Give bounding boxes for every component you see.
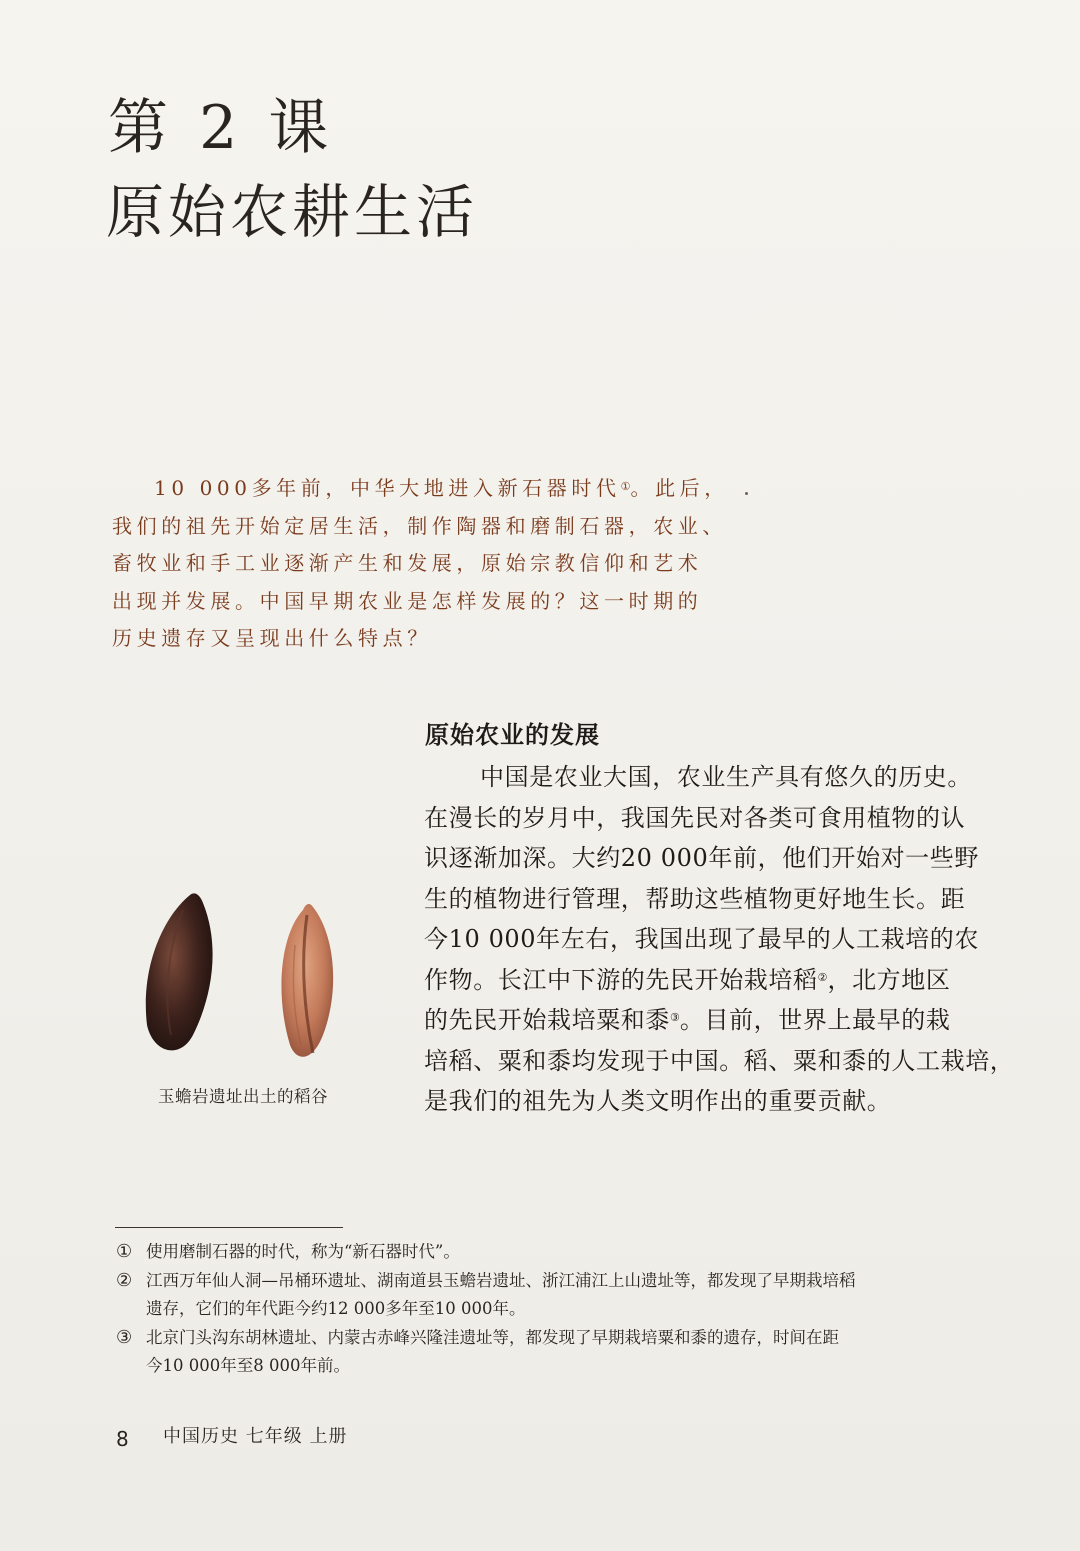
footnote-text: 今10 000年至8 000年前。 (146, 1356, 350, 1375)
intro-line: 畜牧业和手工业逐渐产生和发展，原始宗教信仰和艺术 (112, 551, 703, 575)
page-number: 8 (116, 1427, 129, 1451)
footnote (116, 1238, 1016, 1267)
figure-caption: 玉蟾岩遗址出土的稻谷 (158, 1087, 328, 1106)
body-line: 是我们的祖先为人类文明作出的重要贡献。 (424, 1087, 892, 1115)
footnote (116, 1267, 1016, 1324)
footnote-divider (115, 1227, 343, 1228)
book-title: 中国历史 七年级 上册 (163, 1426, 348, 1447)
section-heading: 原始农业的发展 (425, 721, 600, 749)
paper-speck (745, 492, 748, 495)
footnotes (116, 1238, 1016, 1381)
rice-grain-photo (135, 885, 385, 1065)
body-line: 作物。长江中下游的先民开始栽培稻②，北方地区 (424, 965, 951, 994)
footnote-mark: ② (817, 970, 828, 984)
body-line: 中国是农业大国，农业生产具有悠久的历史。 (480, 763, 972, 791)
body-line: 的先民开始栽培粟和黍③。目前，世界上最早的栽 (424, 1006, 951, 1034)
dark-rice-grain (146, 893, 213, 1050)
intro-line: 出现并发展。中国早期农业是怎样发展的？这一时期的 (112, 588, 703, 613)
light-rice-grain (281, 904, 333, 1057)
footnote-text: 江西万年仙人洞—吊桶环遗址、湖南道县玉蟾岩遗址、浙江浦江上山遗址等，都发现了早期栽培稻 (146, 1270, 856, 1290)
body-line: 今10 000年左右，我国出现了最早的人工栽培的农 (424, 925, 979, 953)
lesson-number: 第 2 课 (108, 93, 335, 163)
body-line: 培稻、粟和黍均发现于中国。稻、粟和黍的人工栽培， (424, 1046, 1015, 1075)
intro-line: 历史遗存又呈现出什么特点？ (112, 626, 432, 650)
footnote-number: ① (116, 1241, 133, 1262)
footnote-text: 北京门头沟东胡林遗址、内蒙古赤峰兴隆洼遗址等，都发现了早期栽培粟和黍的遗存，时间在距 (146, 1327, 839, 1347)
footnote-number: ② (116, 1269, 133, 1291)
body-line: 生的植物进行管理，帮助这些植物更好地生长。距 (424, 884, 966, 913)
footnote-mark: ③ (670, 1011, 680, 1024)
footnote-mark: ① (620, 480, 631, 493)
footnote-number: ③ (116, 1326, 133, 1348)
footnote (116, 1324, 1016, 1381)
body-paragraph (424, 757, 1015, 1122)
body-line: 在漫长的岁月中，我国先民对各类可食用植物的认 (424, 803, 966, 832)
footnote-text: 使用磨制石器的时代，称为“新石器时代”。 (146, 1242, 460, 1261)
intro-line: 我们的祖先开始定居生活，制作陶器和磨制石器，农业、 (112, 513, 727, 538)
intro-line: 10 000多年前，中华大地进入新石器时代①。此后， (154, 476, 729, 500)
footnote-text: 遗存，它们的年代距今约12 000多年至10 000年。 (146, 1299, 526, 1318)
intro-paragraph (112, 470, 729, 658)
lesson-title: 原始农耕生活 (106, 178, 479, 246)
body-line: 识逐渐加深。大约20 000年前，他们开始对一些野 (424, 844, 979, 872)
